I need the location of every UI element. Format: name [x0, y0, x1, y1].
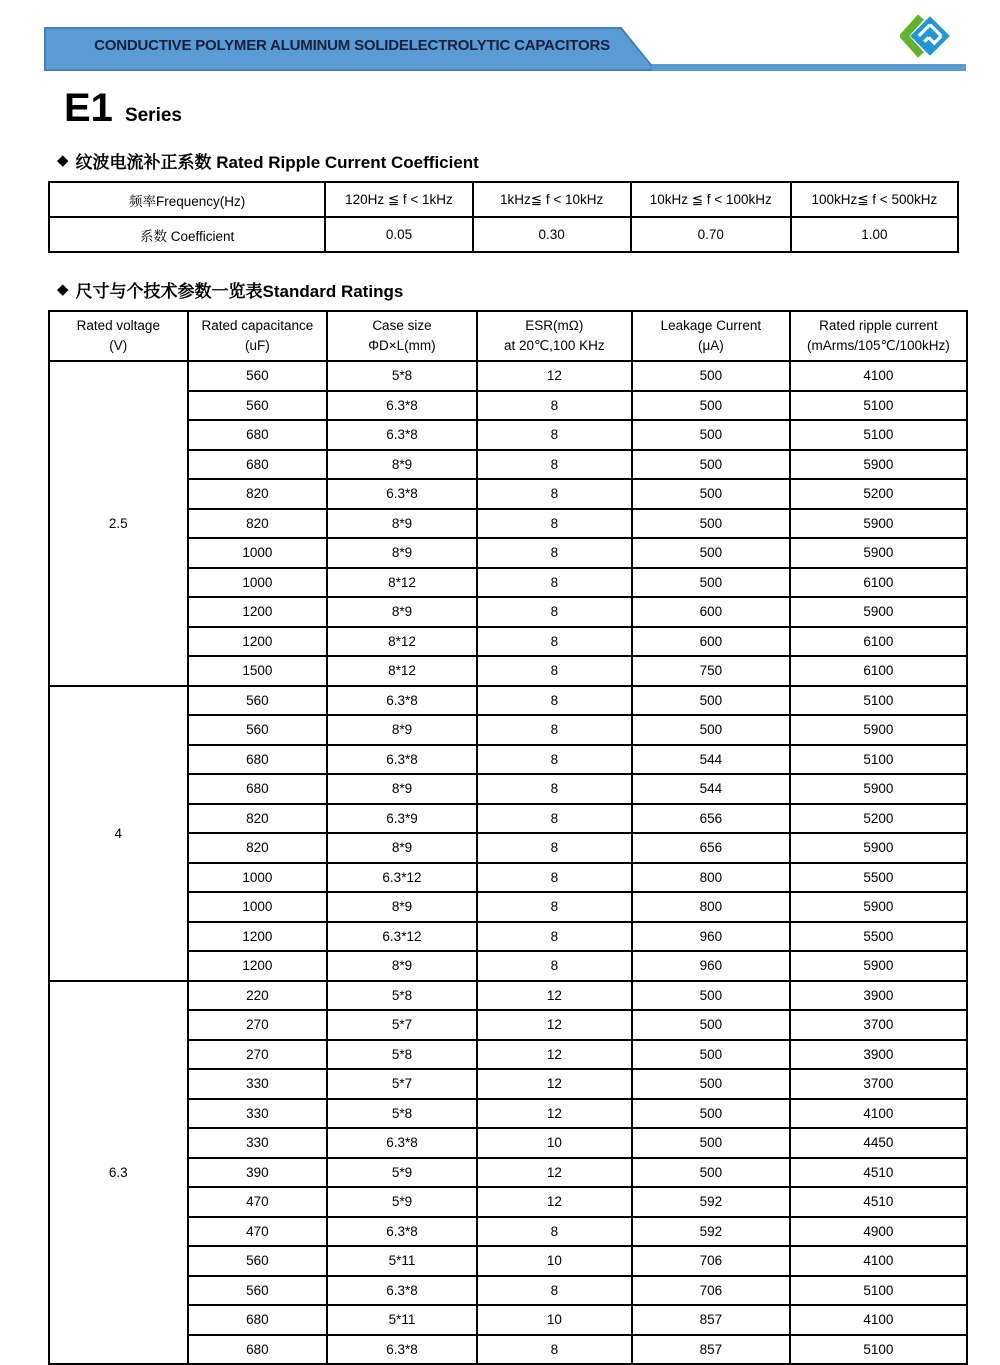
table-header-row: [49, 311, 967, 361]
table-cell: 6.3*8: [327, 391, 477, 421]
table-cell: 10: [477, 1305, 632, 1335]
table-cell: 5*11: [327, 1305, 477, 1335]
table-cell: 500: [632, 420, 790, 450]
table-cell: 5500: [790, 922, 967, 952]
table-cell: 600: [632, 597, 790, 627]
table-cell: 750: [632, 656, 790, 686]
table-row: [49, 627, 967, 657]
table-cell: 680: [188, 1305, 328, 1335]
table-cell: 500: [632, 1040, 790, 1070]
table-row: [49, 182, 958, 217]
table-cell: 8: [477, 509, 632, 539]
table-row: [49, 1276, 967, 1306]
table-cell: 10: [477, 1246, 632, 1276]
table-cell: 544: [632, 745, 790, 775]
table-cell: 560: [188, 1246, 328, 1276]
col-header-rated-voltage: Rated voltage (V): [49, 311, 188, 361]
table-cell: 220: [188, 981, 328, 1011]
table-cell: 8*9: [327, 951, 477, 981]
table-cell: 560: [188, 686, 328, 716]
table-cell: 500: [632, 1099, 790, 1129]
table-cell: 5100: [790, 420, 967, 450]
table-cell: 500: [632, 1069, 790, 1099]
table-row: [49, 217, 958, 252]
table-cell: 5900: [790, 774, 967, 804]
table-cell: 8: [477, 391, 632, 421]
table-row: [49, 1099, 967, 1129]
header-banner: [44, 26, 970, 74]
table-cell: 500: [632, 509, 790, 539]
table-cell: 8: [477, 538, 632, 568]
table-row: [49, 479, 967, 509]
table-cell: 6.3*8: [327, 420, 477, 450]
table-cell: 8*12: [327, 627, 477, 657]
table-cell: 8: [477, 568, 632, 598]
table-cell: 592: [632, 1187, 790, 1217]
voltage-group-cell: 4: [49, 686, 188, 981]
table-cell: 12: [477, 1040, 632, 1070]
table-cell: 1000: [188, 568, 328, 598]
table-cell: 8: [477, 479, 632, 509]
table-row: [49, 656, 967, 686]
standard-ratings-table: [48, 310, 968, 1365]
table-row: [49, 538, 967, 568]
table-cell: 5*9: [327, 1158, 477, 1188]
table-cell: 500: [632, 1128, 790, 1158]
col-header-esr: ESR(mΩ) at 20℃,100 KHz: [477, 311, 632, 361]
table-row: [49, 745, 967, 775]
table-cell: 680: [188, 745, 328, 775]
table-cell: 680: [188, 1335, 328, 1365]
table-row: [49, 1069, 967, 1099]
table-cell: 8: [477, 656, 632, 686]
table-cell: 5900: [790, 597, 967, 627]
table-cell: 390: [188, 1158, 328, 1188]
table-cell: 706: [632, 1246, 790, 1276]
table-cell: 560: [188, 715, 328, 745]
table-cell: 8: [477, 892, 632, 922]
table-cell: 680: [188, 450, 328, 480]
table-row: [49, 1305, 967, 1335]
table-cell: 5500: [790, 863, 967, 893]
table-cell: 500: [632, 1010, 790, 1040]
table-cell: 560: [188, 1276, 328, 1306]
table-row: [49, 420, 967, 450]
table-cell: 5100: [790, 1335, 967, 1365]
table-row: [49, 597, 967, 627]
table-row: [49, 1040, 967, 1070]
table-cell: 270: [188, 1040, 328, 1070]
table-cell: 5900: [790, 715, 967, 745]
table-cell: 820: [188, 804, 328, 834]
table-cell: 8: [477, 715, 632, 745]
table-cell: 8: [477, 597, 632, 627]
table-cell: 5900: [790, 450, 967, 480]
table-row: [49, 774, 967, 804]
col-header-leakage-current: Leakage Current (μA): [632, 311, 790, 361]
table-row: [49, 361, 967, 391]
table-cell: 656: [632, 833, 790, 863]
col-header-rated-capacitance: Rated capacitance (uF): [188, 311, 328, 361]
table-cell: 8*9: [327, 715, 477, 745]
table-cell: 6100: [790, 568, 967, 598]
table-cell: 4510: [790, 1187, 967, 1217]
table-cell: 8*9: [327, 774, 477, 804]
table-cell: 4450: [790, 1128, 967, 1158]
table-cell: 560: [188, 391, 328, 421]
table-cell: 8: [477, 863, 632, 893]
table-cell: 5*7: [327, 1010, 477, 1040]
table-row: [49, 1335, 967, 1365]
diamond-bullet-icon: ◆: [57, 281, 69, 298]
table-cell: 0.05: [325, 217, 472, 252]
table-cell: 5*9: [327, 1187, 477, 1217]
table-cell: 5*8: [327, 1040, 477, 1070]
table-cell: 1200: [188, 597, 328, 627]
table-cell: 1500: [188, 656, 328, 686]
section-title: 尺寸与个技术参数一览表Standard Ratings: [75, 282, 404, 301]
table-row: [49, 1187, 967, 1217]
table-row: [49, 922, 967, 952]
table-cell: 8*9: [327, 450, 477, 480]
section-heading-coefficient: [57, 148, 1000, 173]
table-cell: 10kHz ≦ f < 100kHz: [631, 182, 791, 217]
table-cell: 706: [632, 1276, 790, 1306]
table-cell: 820: [188, 479, 328, 509]
table-cell: 500: [632, 1158, 790, 1188]
table-cell: 470: [188, 1187, 328, 1217]
table-cell: 820: [188, 509, 328, 539]
table-cell: 5900: [790, 892, 967, 922]
table-cell: 12: [477, 1010, 632, 1040]
table-row: [49, 1246, 967, 1276]
table-row: [49, 1128, 967, 1158]
table-cell: 8: [477, 745, 632, 775]
table-cell: 500: [632, 686, 790, 716]
table-cell: 8*12: [327, 656, 477, 686]
table-cell: 1kHz≦ f < 10kHz: [473, 182, 631, 217]
table-row: [49, 715, 967, 745]
table-cell: 6.3*8: [327, 1335, 477, 1365]
section-heading-ratings: [57, 277, 1000, 302]
table-cell: 857: [632, 1305, 790, 1335]
table-cell: 5100: [790, 745, 967, 775]
table-cell: 3900: [790, 981, 967, 1011]
table-cell: 4100: [790, 1246, 967, 1276]
table-cell: 12: [477, 981, 632, 1011]
table-cell: 8*9: [327, 509, 477, 539]
table-cell: 8: [477, 450, 632, 480]
table-cell: 5*8: [327, 981, 477, 1011]
table-cell: 600: [632, 627, 790, 657]
table-cell: 960: [632, 922, 790, 952]
table-cell: 6.3*8: [327, 686, 477, 716]
table-row: [49, 1158, 967, 1188]
ripple-coefficient-table: [48, 181, 959, 253]
table-cell: 5100: [790, 1276, 967, 1306]
section-title: 纹波电流补正系数 Rated Ripple Current Coefficient: [75, 153, 479, 172]
table-row: [49, 863, 967, 893]
table-row: [49, 391, 967, 421]
table-cell: 8: [477, 686, 632, 716]
table-cell: 系数 Coefficient: [49, 217, 325, 252]
voltage-group-cell: 6.3: [49, 981, 188, 1365]
table-cell: 8: [477, 627, 632, 657]
table-cell: 800: [632, 863, 790, 893]
table-cell: 6.3*8: [327, 1128, 477, 1158]
table-cell: 0.70: [631, 217, 791, 252]
table-cell: 6.3*12: [327, 922, 477, 952]
table-cell: 8: [477, 951, 632, 981]
table-row: [49, 951, 967, 981]
table-cell: 330: [188, 1069, 328, 1099]
table-cell: 5900: [790, 951, 967, 981]
table-cell: 5100: [790, 391, 967, 421]
table-cell: 8*9: [327, 597, 477, 627]
table-cell: 5*11: [327, 1246, 477, 1276]
table-row: [49, 450, 967, 480]
table-cell: 500: [632, 479, 790, 509]
diamond-bullet-icon: ◆: [57, 152, 69, 169]
table-cell: 3700: [790, 1010, 967, 1040]
table-cell: 频率Frequency(Hz): [49, 182, 325, 217]
table-cell: 12: [477, 1069, 632, 1099]
table-cell: 6100: [790, 627, 967, 657]
ratings-tbody: [49, 361, 967, 1364]
table-cell: 12: [477, 361, 632, 391]
table-row: [49, 509, 967, 539]
table-cell: 1000: [188, 863, 328, 893]
table-cell: 500: [632, 361, 790, 391]
table-cell: 680: [188, 774, 328, 804]
table-cell: 5900: [790, 833, 967, 863]
table-cell: 6.3*9: [327, 804, 477, 834]
banner-title: CONDUCTIVE POLYMER ALUMINUM SOLIDELECTROLYTIC CAPACITORS: [94, 37, 610, 54]
table-cell: 6100: [790, 656, 967, 686]
table-row: [49, 568, 967, 598]
series-code: E1: [64, 86, 113, 130]
table-cell: 330: [188, 1099, 328, 1129]
table-cell: 330: [188, 1128, 328, 1158]
series-title: [64, 88, 1000, 128]
company-logo-icon: [900, 11, 950, 61]
table-cell: 10: [477, 1128, 632, 1158]
col-header-case-size: Case size ΦD×L(mm): [327, 311, 477, 361]
table-cell: 1000: [188, 538, 328, 568]
table-cell: 592: [632, 1217, 790, 1247]
table-cell: 12: [477, 1187, 632, 1217]
table-cell: 5*8: [327, 361, 477, 391]
table-cell: 544: [632, 774, 790, 804]
table-cell: 680: [188, 420, 328, 450]
table-cell: 857: [632, 1335, 790, 1365]
table-cell: 3900: [790, 1040, 967, 1070]
table-cell: 4100: [790, 1099, 967, 1129]
col-header-rated-ripple-current: Rated ripple current (mArms/105℃/100kHz): [790, 311, 967, 361]
table-cell: 6.3*12: [327, 863, 477, 893]
table-cell: 5200: [790, 479, 967, 509]
table-cell: 12: [477, 1099, 632, 1129]
table-cell: 470: [188, 1217, 328, 1247]
table-cell: 8: [477, 833, 632, 863]
table-cell: 500: [632, 715, 790, 745]
table-row: [49, 892, 967, 922]
table-cell: 8*12: [327, 568, 477, 598]
table-row: [49, 1010, 967, 1040]
table-cell: 5900: [790, 509, 967, 539]
table-cell: 500: [632, 568, 790, 598]
table-row: [49, 686, 967, 716]
table-cell: 5100: [790, 686, 967, 716]
table-cell: 500: [632, 391, 790, 421]
table-cell: 4900: [790, 1217, 967, 1247]
table-cell: 1200: [188, 922, 328, 952]
series-label: Series: [124, 105, 182, 126]
table-cell: 6.3*8: [327, 479, 477, 509]
table-cell: 3700: [790, 1069, 967, 1099]
table-cell: 800: [632, 892, 790, 922]
table-cell: 5*8: [327, 1099, 477, 1129]
table-cell: 8: [477, 1335, 632, 1365]
table-cell: 5*7: [327, 1069, 477, 1099]
table-cell: 1000: [188, 892, 328, 922]
table-cell: 8*9: [327, 892, 477, 922]
table-cell: 8: [477, 922, 632, 952]
table-cell: 270: [188, 1010, 328, 1040]
table-row: [49, 833, 967, 863]
table-cell: 8: [477, 1217, 632, 1247]
table-cell: 5200: [790, 804, 967, 834]
table-cell: 8*9: [327, 538, 477, 568]
table-cell: 6.3*8: [327, 1217, 477, 1247]
table-cell: 6.3*8: [327, 745, 477, 775]
table-row: [49, 981, 967, 1011]
table-cell: 4100: [790, 361, 967, 391]
table-cell: 820: [188, 833, 328, 863]
table-cell: 500: [632, 981, 790, 1011]
table-cell: 560: [188, 361, 328, 391]
table-cell: 12: [477, 1158, 632, 1188]
table-cell: 5900: [790, 538, 967, 568]
table-cell: 100kHz≦ f < 500kHz: [791, 182, 958, 217]
table-cell: 8: [477, 774, 632, 804]
table-cell: 120Hz ≦ f < 1kHz: [325, 182, 472, 217]
table-cell: 8: [477, 804, 632, 834]
table-row: [49, 1217, 967, 1247]
table-cell: 1200: [188, 627, 328, 657]
table-cell: 8: [477, 1276, 632, 1306]
table-cell: 500: [632, 538, 790, 568]
table-cell: 8: [477, 420, 632, 450]
table-cell: 4100: [790, 1305, 967, 1335]
voltage-group-cell: 2.5: [49, 361, 188, 686]
table-cell: 656: [632, 804, 790, 834]
table-cell: 960: [632, 951, 790, 981]
table-cell: 8*9: [327, 833, 477, 863]
table-cell: 500: [632, 450, 790, 480]
table-cell: 4510: [790, 1158, 967, 1188]
table-cell: 1200: [188, 951, 328, 981]
table-cell: 6.3*8: [327, 1276, 477, 1306]
table-cell: 1.00: [791, 217, 958, 252]
table-row: [49, 804, 967, 834]
table-cell: 0.30: [473, 217, 631, 252]
